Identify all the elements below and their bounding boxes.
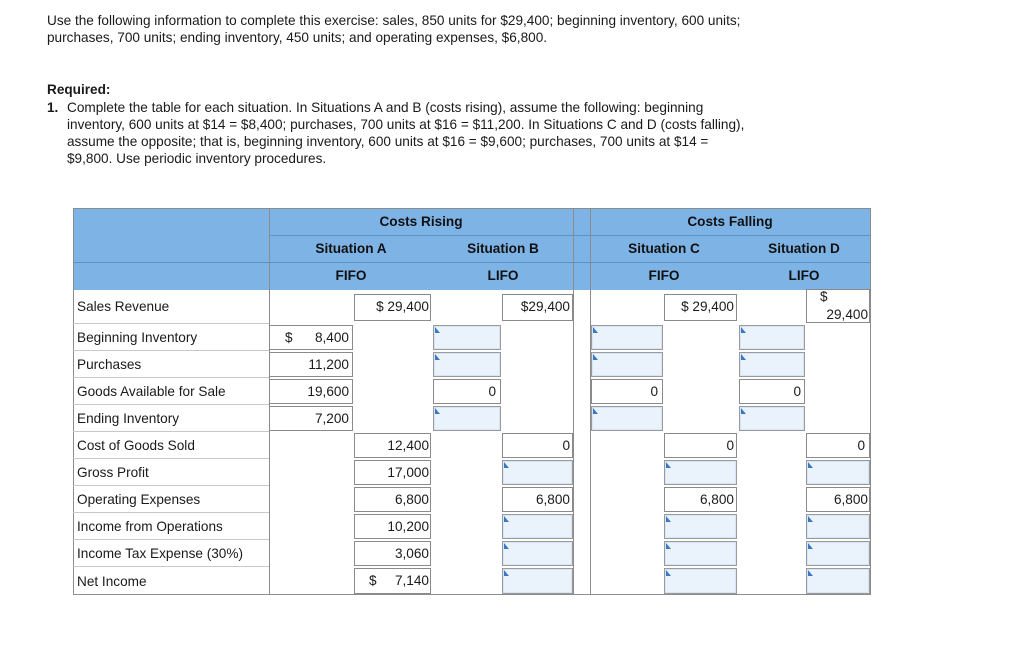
d-purchases-input[interactable] — [739, 352, 805, 377]
b-sales-value: $29,400 — [520, 299, 570, 314]
a-begin-value: 8,400 — [314, 330, 349, 345]
inventory-table — [73, 208, 871, 595]
row-label-gross-profit: Gross Profit — [77, 465, 149, 480]
d-gross-input[interactable] — [806, 460, 870, 485]
d-opex-value: 6,800 — [833, 492, 868, 507]
row-label-income-from-operations: Income from Operations — [77, 519, 223, 534]
b-begin-input[interactable] — [433, 325, 501, 350]
method-c-header: FIFO — [648, 268, 680, 283]
d-sales-value: 29,400 — [826, 307, 868, 322]
c-income-ops-input[interactable] — [664, 514, 737, 539]
c-ending-input[interactable] — [591, 406, 663, 431]
d-ending-input[interactable] — [739, 406, 805, 431]
required-heading: Required: — [47, 82, 111, 97]
required-item — [47, 99, 747, 167]
group-header-costs-rising: Costs Rising — [379, 214, 463, 229]
a-gross-value: 17,000 — [387, 465, 429, 480]
a-begin-dollar: $ — [285, 330, 293, 345]
row-label-ending-inventory: Ending Inventory — [77, 411, 180, 426]
c-tax-input[interactable] — [664, 541, 737, 566]
situation-d-header: Situation D — [768, 241, 840, 256]
method-d-header: LIFO — [788, 268, 820, 283]
c-goods-available-value: 0 — [650, 384, 658, 399]
b-cogs-value: 0 — [562, 438, 570, 453]
c-sales-value: $ 29,400 — [681, 299, 734, 314]
row-label-cogs: Cost of Goods Sold — [77, 438, 195, 453]
row-label-operating-expenses: Operating Expenses — [77, 492, 201, 507]
a-ending-value: 7,200 — [314, 411, 349, 426]
a-net-dollar: $ — [369, 573, 377, 588]
row-label-purchases: Purchases — [77, 357, 142, 372]
d-sales-dollar: $ — [820, 289, 828, 304]
situation-c-header: Situation C — [628, 241, 700, 256]
row-label-goods-available: Goods Available for Sale — [77, 384, 226, 399]
a-net-value: 7,140 — [394, 573, 429, 588]
a-opex-value: 6,800 — [394, 492, 429, 507]
c-purchases-input[interactable] — [591, 352, 663, 377]
b-gross-input[interactable] — [502, 460, 573, 485]
a-cogs-value: 12,400 — [387, 438, 429, 453]
c-gross-input[interactable] — [664, 460, 737, 485]
b-opex-value: 6,800 — [535, 492, 570, 507]
d-begin-input[interactable] — [739, 325, 805, 350]
b-goods-available-value: 0 — [488, 384, 496, 399]
required-number: 1. — [47, 100, 59, 115]
a-sales-value: $ 29,400 — [376, 299, 429, 314]
method-a-header: FIFO — [335, 268, 367, 283]
row-label-net-income: Net Income — [77, 574, 147, 589]
a-tax-value: 3,060 — [394, 546, 429, 561]
b-net-input[interactable] — [502, 568, 573, 594]
d-cogs-value: 0 — [857, 438, 865, 453]
d-income-ops-input[interactable] — [806, 514, 870, 539]
row-label-income-tax: Income Tax Expense (30%) — [77, 546, 243, 561]
b-income-ops-input[interactable] — [502, 514, 573, 539]
d-goods-available-value: 0 — [793, 384, 801, 399]
b-tax-input[interactable] — [502, 541, 573, 566]
situation-b-header: Situation B — [467, 241, 539, 256]
d-net-input[interactable] — [806, 568, 870, 594]
group-header-costs-falling: Costs Falling — [687, 214, 773, 229]
b-purchases-input[interactable] — [433, 352, 501, 377]
exercise-intro: Use the following information to complete this exercise: sales, 850 units for $29,400; beginning inventory, 600 units; purchases, 700 units; ending inventory, 450 units; and operating expenses, $6,800. — [47, 13, 741, 45]
situation-a-header: Situation A — [315, 241, 387, 256]
row-label-sales-revenue: Sales Revenue — [77, 299, 170, 314]
a-purchases-value: 11,200 — [308, 357, 349, 372]
c-opex-value: 6,800 — [699, 492, 734, 507]
c-net-input[interactable] — [664, 568, 737, 594]
b-ending-input[interactable] — [433, 406, 501, 431]
row-label-beginning-inventory: Beginning Inventory — [77, 330, 198, 345]
required-text: Complete the table for each situation. In Situations A and B (costs rising), assume the following: beginning inventory, 600 units at $14 = $8,400; purchases, 700 units at $16 = $11,200. In Situations C and D (costs falling), assume the opposite; that is, beginning inventory, 600 units at $16 = $9,600; purchases, 700 units at $14 = $9,800. Use periodic inventory procedures. — [67, 100, 745, 166]
a-goods-available-value: 19,600 — [307, 384, 349, 399]
c-cogs-value: 0 — [726, 438, 734, 453]
method-b-header: LIFO — [487, 268, 519, 283]
a-income-ops-value: 10,200 — [387, 519, 429, 534]
c-begin-input[interactable] — [591, 325, 663, 350]
d-tax-input[interactable] — [806, 541, 870, 566]
